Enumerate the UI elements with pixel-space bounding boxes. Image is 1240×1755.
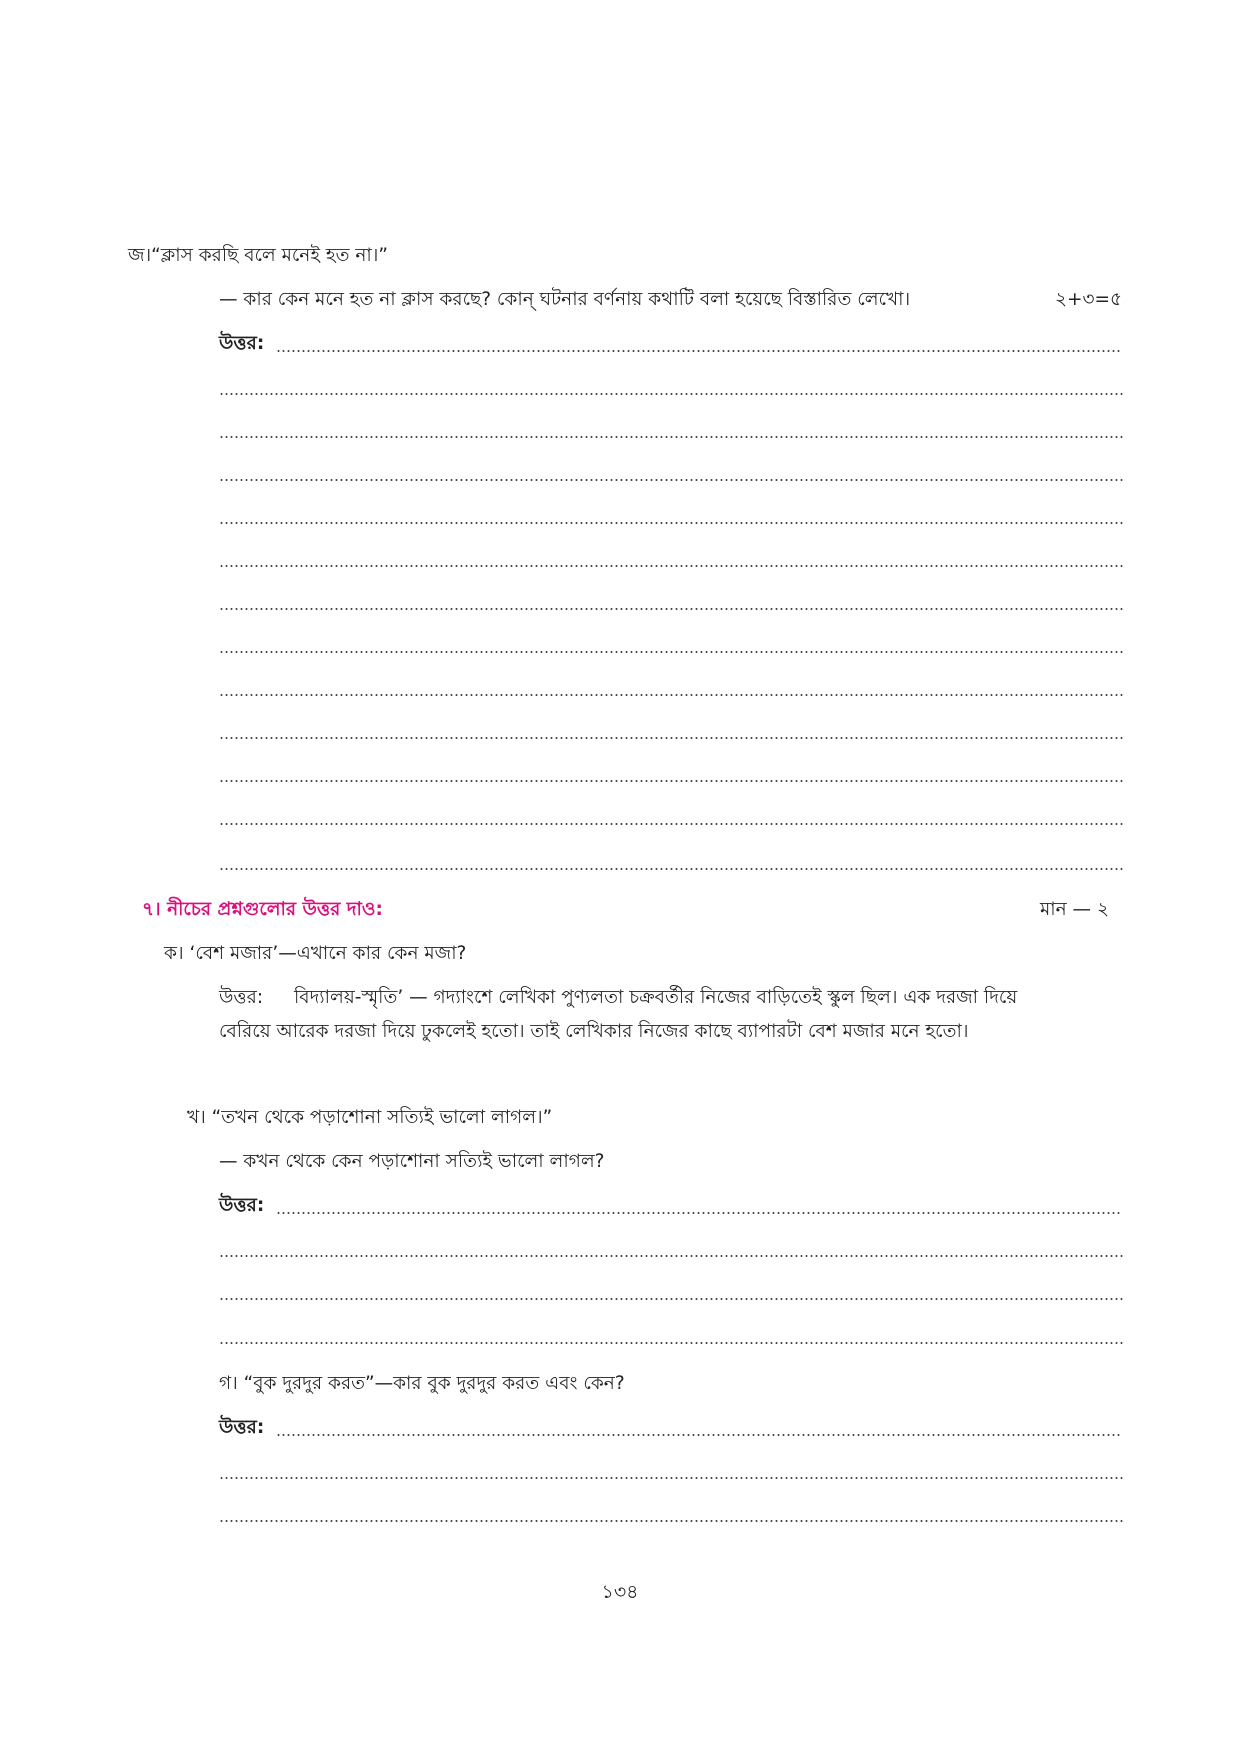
answer-line[interactable] [219,1520,1125,1522]
question-ja-text: — কার কেন মনে হত না ক্লাস করছে? কোন্ ঘটনার বর্ণনায় কথাটি বলা হয়েছে বিস্তারিত লেখো। [219,289,911,310]
question-ka-answer-line-2: বেরিয়ে আরেক দরজা দিয়ে ঢুকলেই হতো। তাই লেখিকার নিজের কাছে ব্যাপারটা বেশ মজার মনে হতো। [219,1021,969,1042]
question-ka-answer-line-1: বিদ্যালয়-স্মৃতি’ — গদ্যাংশে লেখিকা পুণ্যলতা চক্রবর্তীর নিজের বাড়িতেই স্কুল ছিল। এক দরজা দিয়ে [294,987,1018,1008]
question-ka-text: ক। ‘বেশ মজার’—এখানে কার কেন মজা? [164,943,467,964]
answer-line[interactable] [219,780,1125,782]
answer-line[interactable] [219,565,1125,567]
question-kha-text: — কখন থেকে কেন পড়াশোনা সত্যিই ভালো লাগল? [219,1151,605,1172]
answer-line[interactable] [219,737,1125,739]
answer-line[interactable] [276,1212,1120,1214]
question-ja-marks: ২+৩=৫ [1055,289,1123,310]
answer-line[interactable] [276,1434,1120,1436]
section-7-marks: মান — ২ [1040,899,1109,920]
answer-line[interactable] [219,1298,1125,1300]
answer-line[interactable] [219,1477,1125,1479]
answer-line[interactable] [219,868,1125,870]
answer-line[interactable] [219,823,1125,825]
answer-line[interactable] [219,608,1125,610]
answer-line[interactable] [219,1255,1125,1257]
question-ga-answer-label: উত্তর: [219,1417,265,1438]
answer-line[interactable] [219,651,1125,653]
question-ja-answer-label: উত্তর: [219,333,265,354]
answer-line[interactable] [219,436,1125,438]
question-ga-text: গ। “বুক দুরদুর করত”—কার বুক দুরদুর করত এবং কেন? [219,1373,625,1394]
section-7-heading: ৭। নীচের প্রশ্নগুলোর উত্তর দাও: [142,899,383,920]
answer-line[interactable] [219,393,1125,395]
page-number: ১৩৪ [601,1581,639,1603]
answer-line[interactable] [219,479,1125,481]
answer-line[interactable] [219,522,1125,524]
question-ka-answer-label: উত্তর: [219,987,264,1008]
answer-line[interactable] [276,350,1120,352]
answer-line[interactable] [219,694,1125,696]
answer-line[interactable] [219,1342,1125,1344]
question-ja-quote: জ।“ক্লাস করছি বলে মনেই হত না।” [128,245,388,266]
question-kha-answer-label: উত্তর: [219,1195,265,1216]
question-kha-quote: খ। “তখন থেকে পড়াশোনা সত্যিই ভালো লাগল।” [187,1107,553,1128]
